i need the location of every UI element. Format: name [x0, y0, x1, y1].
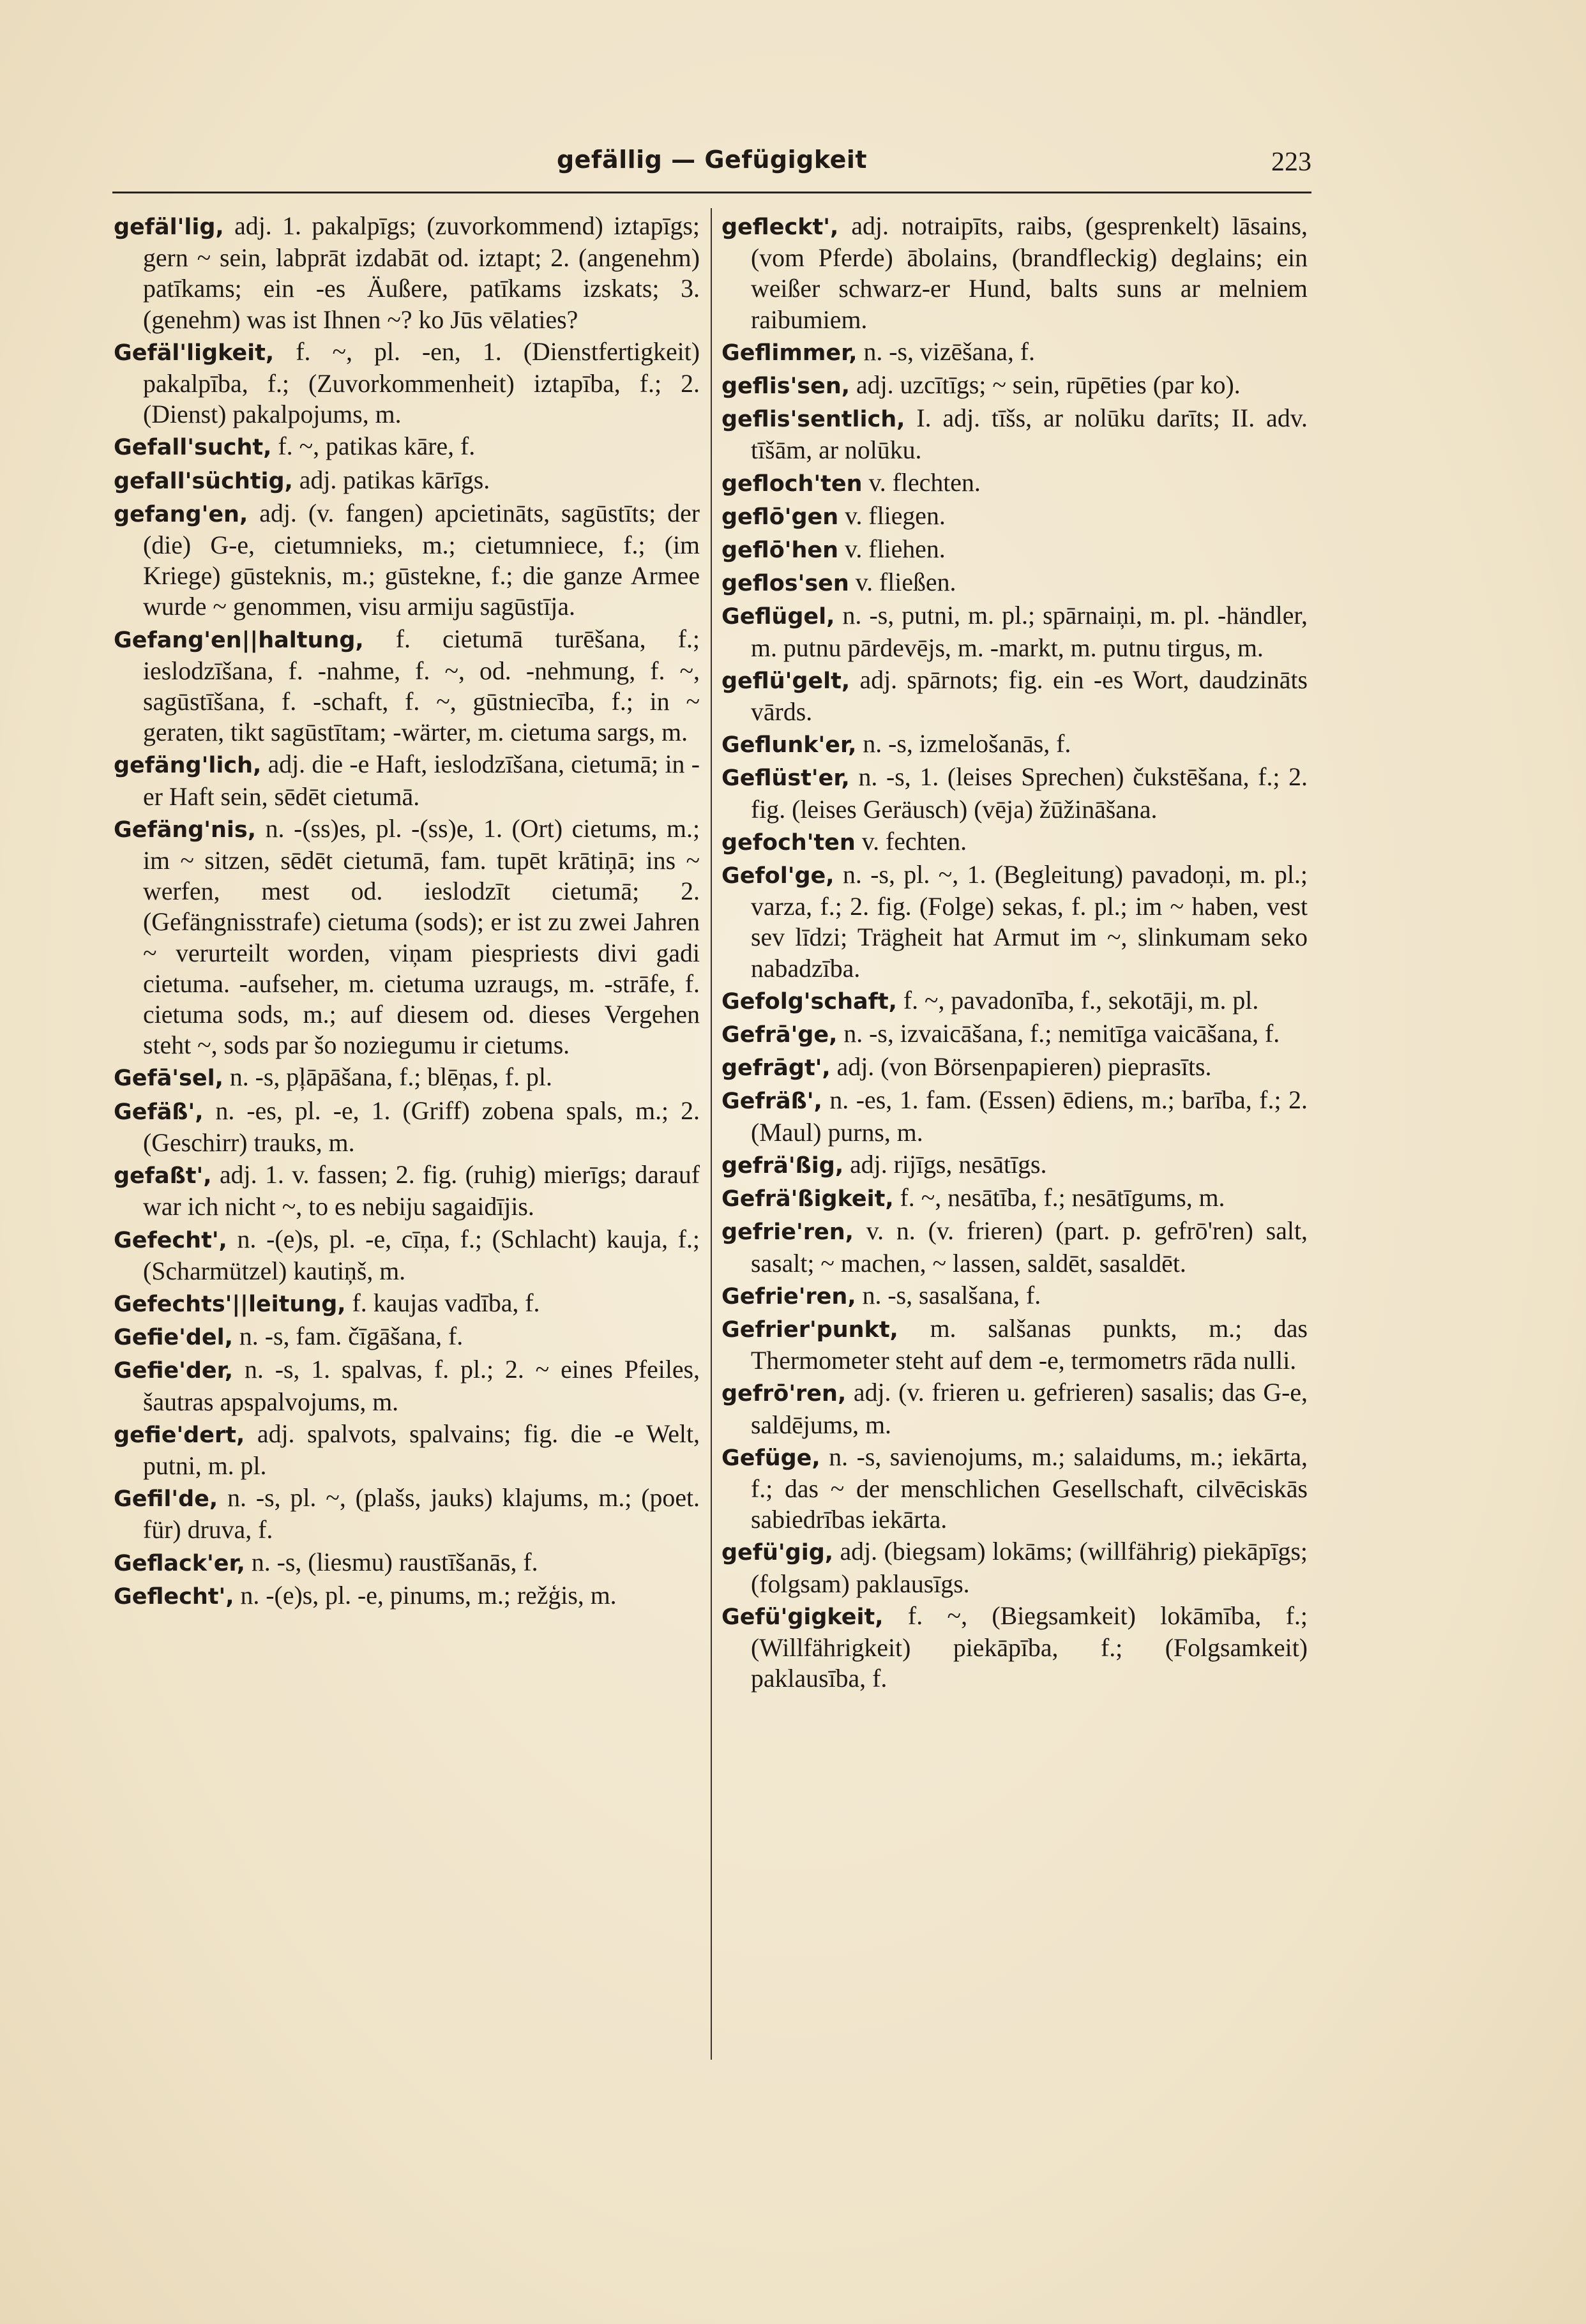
entry-definition: n. -s, savienojums, m.; salaidums, m.; iekārta, f.; das ~ der menschlichen Gesellschaft, cilvēciskās sabiedrības iekārta.: [751, 1442, 1308, 1534]
dictionary-entry: [721, 567, 1308, 599]
entry-headword: gefrō'ren,: [721, 1381, 847, 1407]
dictionary-entry: [721, 1313, 1308, 1376]
entry-definition: f. kaujas vadība, f.: [345, 1288, 540, 1317]
entry-definition: n. -s, sasalšana, f.: [856, 1281, 1041, 1309]
dictionary-entry: [721, 762, 1308, 824]
dictionary-entry: [721, 1536, 1308, 1599]
entry-headword: Gefall'sucht,: [114, 435, 272, 461]
dictionary-entry: [114, 336, 700, 430]
dictionary-entry: [721, 859, 1308, 984]
entry-headword: Gefü'gigkeit,: [721, 1604, 884, 1630]
entry-definition: n. -s, pl. ~, (plašs, jauks) klajums, m.; (poet. für) druva, f.: [143, 1484, 700, 1544]
entry-headword: gefie'dert,: [114, 1422, 245, 1448]
entry-headword: gefäng'lich,: [114, 753, 262, 779]
entry-headword: geflō'hen: [721, 538, 839, 564]
dictionary-entry: [114, 1354, 700, 1417]
entry-headword: Gefräß',: [721, 1089, 822, 1115]
entry-headword: Gefrie'ren,: [721, 1283, 856, 1309]
entry-headword: gefrä'ßig,: [721, 1152, 844, 1179]
entry-headword: Gefüge,: [721, 1445, 820, 1471]
dictionary-entry: [721, 1442, 1308, 1535]
dictionary-entry: [721, 985, 1308, 1017]
dictionary-entry: [114, 465, 700, 497]
dictionary-entry: [721, 1018, 1308, 1050]
dictionary-entry: [114, 1062, 700, 1094]
entry-headword: geflō'gen: [721, 504, 839, 530]
dictionary-entry: [114, 1288, 700, 1320]
entry-definition: adj. uzcītīgs; ~ sein, rūpēties (par ko).: [850, 371, 1241, 400]
entry-headword: Geflüst'er,: [721, 766, 850, 792]
page-title: gefällig — Gefügigkeit: [556, 146, 868, 174]
entry-definition: n. -(e)s, pl. -e, pinums, m.; režģis, m.: [234, 1581, 617, 1610]
entry-definition: f. ~, nesātība, f.; nesātīgums, m.: [893, 1184, 1225, 1212]
entry-definition: f. ~, pl. -en, 1. (Dienstfertigkeit) pakalpība, f.; (Zuvorkommenheit) iztapība, f.; 2. (Dienst) pakalpojums, m.: [143, 337, 700, 429]
dictionary-entry: [721, 1280, 1308, 1312]
entry-headword: gefoch'ten: [721, 829, 856, 856]
dictionary-entry: [721, 370, 1308, 402]
dictionary-entry: [114, 1419, 700, 1481]
entry-headword: Gefie'der,: [114, 1358, 234, 1384]
entry-headword: gefaßt',: [114, 1163, 212, 1189]
entry-headword: gefü'gig,: [721, 1540, 834, 1566]
entry-definition: f. ~, patikas kāre, f.: [271, 432, 476, 461]
entry-definition: f. cietumā turēšana, f.; ieslodzīšana, f. -nahme, f. ~, od. -nehmung, f. ~, sagūstīšana, f. -schaft, f. ~, gūstniecība, f.; in ~ geraten, tikt sagūstītam; -wärter, m. cietuma sargs, m.: [143, 624, 700, 747]
entry-headword: geflü'gelt,: [721, 668, 850, 694]
entry-headword: Gefā'sel,: [114, 1066, 223, 1092]
entry-definition: adj. notraipīts, raibs, (gesprenkelt) lāsains, (vom Pferde) ābolains, (brandfleckig) deglains; ein weißer schwarz-er Hund, balts suns ar melniem raibumiem.: [751, 212, 1308, 334]
entry-definition: adj. spārnots; fig. ein -es Wort, daudzināts vārds.: [751, 665, 1308, 727]
dictionary-entry: [721, 728, 1308, 760]
entry-headword: Gefrä'ßigkeit,: [721, 1186, 894, 1212]
entry-definition: m. salšanas punkts, m.; das Thermometer steht auf dem -e, termometrs rāda nulli.: [751, 1314, 1308, 1375]
entry-definition: n. -s, (liesmu) raustīšanās, f.: [245, 1548, 538, 1576]
entry-headword: Gefrier'punkt,: [721, 1317, 898, 1343]
dictionary-entry: [114, 1580, 700, 1612]
entry-definition: adj. spalvots, spalvains; fig. die -e Welt, putni, m. pl.: [143, 1419, 700, 1480]
dictionary-entry: [114, 749, 700, 811]
dictionary-entry: [721, 1377, 1308, 1440]
entry-definition: adj. (v. fangen) apcietināts, sagūstīts; der (die) G-e, cietumnieks, m.; cietumniece, f.; (im Kriege) gūsteknis, m.; gūstekne, f.; die ganze Armee wurde ~ genommen, visu armiju sagūstīja.: [143, 499, 700, 621]
dictionary-entry: [721, 1052, 1308, 1083]
entry-definition: adj. rijīgs, nesātīgs.: [843, 1150, 1047, 1179]
entry-definition: n. -s, 1. spalvas, f. pl.; 2. ~ eines Pfeiles, šautras apspalvojums, m.: [143, 1355, 700, 1416]
entry-headword: Geflügel,: [721, 604, 835, 630]
entry-definition: n. -es, pl. -e, 1. (Griff) zobena spals, m.; 2. (Geschirr) trauks, m.: [143, 1096, 700, 1157]
entry-definition: n. -(ss)es, pl. -(ss)e, 1. (Ort) cietums, m.; im ~ sitzen, sēdēt cietumā, fam. tupēt krātiņā; ins ~ werfen, mest od. ieslodzīt cietumā; 2. (Gefängnisstrafe) cietuma (sods); er ist zu zwei Jahren ~ verurteilt worden, viņam piespriests divi gadi cietuma. -aufseher, m. cietuma uzraugs, m. -strāfe, f. cietuma sods, m.; auf diesem od. dieses Vergehen steht ~, sods par šo noziegumu ir cietums.: [143, 814, 700, 1060]
entry-definition: I. adj. tīšs, ar nolūku darīts; II. adv. tīšām, ar nolūku.: [751, 404, 1308, 465]
dictionary-entry: [721, 467, 1308, 499]
dictionary-entry: [114, 1224, 700, 1286]
dictionary-entry: [114, 1547, 700, 1579]
entry-headword: Gefol'ge,: [721, 863, 835, 889]
entry-headword: gefall'süchtig,: [114, 468, 293, 494]
entry-headword: Gefecht',: [114, 1227, 227, 1253]
entry-definition: n. -s, putni, m. pl.; spārnaiņi, m. pl. -händler, m. putnu pārdevējs, m. -markt, m. putnu tirgus, m.: [751, 601, 1308, 662]
dictionary-entry: [721, 600, 1308, 663]
dictionary-entry: [114, 1321, 700, 1353]
entry-headword: Gefolg'schaft,: [721, 988, 897, 1015]
entry-headword: gefang'en,: [114, 501, 248, 527]
entry-definition: f. ~, pavadonība, f., sekotāji, m. pl.: [896, 986, 1259, 1015]
entry-definition: v. fließen.: [849, 568, 956, 597]
dictionary-entry: [114, 498, 700, 622]
header-rule: [112, 192, 1311, 193]
entry-headword: gefäl'lig,: [114, 215, 224, 240]
dictionary-entry: [721, 211, 1308, 335]
entry-headword: Gefäl'ligkeit,: [114, 340, 275, 366]
entry-definition: v. flechten.: [862, 468, 981, 497]
entry-definition: adj. patikas kārīgs.: [292, 465, 490, 494]
entry-headword: Gefie'del,: [114, 1325, 233, 1351]
entry-headword: Geflack'er,: [114, 1550, 245, 1576]
running-header: [112, 146, 1311, 186]
dictionary-entry: [114, 211, 700, 335]
entry-headword: Gefrā'ge,: [721, 1022, 838, 1048]
dictionary-entry: [721, 336, 1308, 368]
entry-headword: Gefang'en||haltung,: [114, 627, 364, 653]
left-column: [114, 211, 700, 1613]
entry-definition: adj. die -e Haft, ieslodzīšana, cietumā; in -er Haft sein, sēdēt cietumā.: [143, 750, 700, 811]
dictionary-entry: [721, 1601, 1308, 1694]
entry-definition: n. -s, pļāpāšana, f.; blēņas, f. pl.: [223, 1063, 552, 1092]
dictionary-entry: [721, 665, 1308, 727]
entry-definition: n. -s, fam. čīgāšana, f.: [232, 1322, 464, 1351]
entry-definition: adj. (biegsam) lokāms; (willfährig) piekāpīgs; (folgsam) paklausīgs.: [751, 1537, 1308, 1598]
entry-definition: n. -s, vizēšana, f.: [857, 337, 1035, 366]
dictionary-entry: [721, 403, 1308, 465]
entry-definition: n. -es, 1. fam. (Essen) ēdiens, m.; barība, f.; 2. (Maul) purns, m.: [751, 1086, 1308, 1147]
entry-definition: v. n. (v. frieren) (part. p. gefrō'ren) salt, sasalt; ~ machen, ~ lassen, saldēt, sasaldēt.: [751, 1217, 1308, 1278]
entry-definition: n. -s, 1. (leises Sprechen) čukstēšana, f.; 2. fig. (leises Geräusch) (vēja) žūžināšana.: [751, 763, 1308, 824]
entry-definition: n. -s, pl. ~, 1. (Begleitung) pavadoņi, m. pl.; varza, f.; 2. fig. (Folge) sekas, f. pl.; im ~ haben, vest sev līdzi; Trägheit hat Armut im ~, slinkumam seko nabadzība.: [751, 861, 1308, 983]
dictionary-entry: [114, 1159, 700, 1222]
entry-headword: Gefäng'nis,: [114, 817, 257, 843]
entry-headword: gefrāgt',: [721, 1055, 831, 1082]
entry-headword: Geflimmer,: [721, 340, 857, 366]
dictionary-entry: [114, 813, 700, 1061]
entry-headword: Gefil'de,: [114, 1486, 218, 1513]
entry-headword: Geflecht',: [114, 1583, 234, 1610]
dictionary-entry: [721, 534, 1308, 566]
page-number: 223: [1271, 147, 1311, 177]
entry-definition: adj. (von Börsenpapieren) pieprasīts.: [830, 1053, 1212, 1082]
entry-headword: Geflunk'er,: [721, 732, 857, 758]
dictionary-entry: [114, 431, 700, 463]
entry-headword: geflis'sentlich,: [721, 407, 905, 433]
dictionary-entry: [721, 501, 1308, 532]
entry-definition: adj. 1. v. fassen; 2. fig. (ruhig) mierīgs; darauf war ich nicht ~, to es nebiju sagaidījis.: [143, 1161, 700, 1221]
dictionary-entry: [721, 1085, 1308, 1147]
entry-definition: n. -(e)s, pl. -e, cīņa, f.; (Schlacht) kauja, f.; (Scharmützel) kautiņš, m.: [143, 1225, 700, 1285]
entry-headword: geflis'sen,: [721, 374, 850, 400]
entry-headword: gefloch'ten: [721, 471, 863, 497]
dictionary-entry: [114, 1483, 700, 1545]
entry-definition: adj. 1. pakalpīgs; (zuvorkommend) iztapīgs; gern ~ sein, labprāt izdabāt od. iztapt; 2. (angenehm) patīkams; ein -es Äußere, patīkams izskats; 3. (genehm) was ist Ihnen ~? ko Jūs vēlaties?: [143, 212, 700, 334]
entry-definition: v. fliehen.: [838, 535, 946, 564]
entry-definition: v. fliegen.: [838, 501, 946, 530]
dictionary-entry: [721, 826, 1308, 858]
entry-definition: n. -s, izmelošanās, f.: [856, 730, 1071, 758]
entry-definition: n. -s, izvaicāšana, f.; nemitīga vaicāšana, f.: [837, 1020, 1280, 1048]
entry-definition: f. ~, (Biegsamkeit) lokāmība, f.; (Willfährigkeit) piekāpība, f.; (Folgsamkeit) paklausība, f.: [751, 1601, 1308, 1693]
right-column: [721, 211, 1308, 1695]
entry-headword: gefleckt',: [721, 215, 839, 240]
dictionary-entry: [721, 1149, 1308, 1181]
entry-definition: v. fechten.: [855, 827, 967, 856]
entry-definition: adj. (v. frieren u. gefrieren) sasalis; das G-e, saldējums, m.: [751, 1378, 1308, 1439]
dictionary-entry: [114, 1096, 700, 1158]
entry-headword: gefrie'ren,: [721, 1219, 854, 1246]
column-divider: [711, 208, 712, 2060]
entry-headword: geflos'sen: [721, 571, 849, 597]
entry-headword: Gefäß',: [114, 1099, 204, 1125]
dictionary-entry: [721, 1182, 1308, 1214]
dictionary-entry: [721, 1216, 1308, 1278]
dictionary-entry: [114, 624, 700, 748]
entry-headword: Gefechts'||leitung,: [114, 1291, 346, 1317]
